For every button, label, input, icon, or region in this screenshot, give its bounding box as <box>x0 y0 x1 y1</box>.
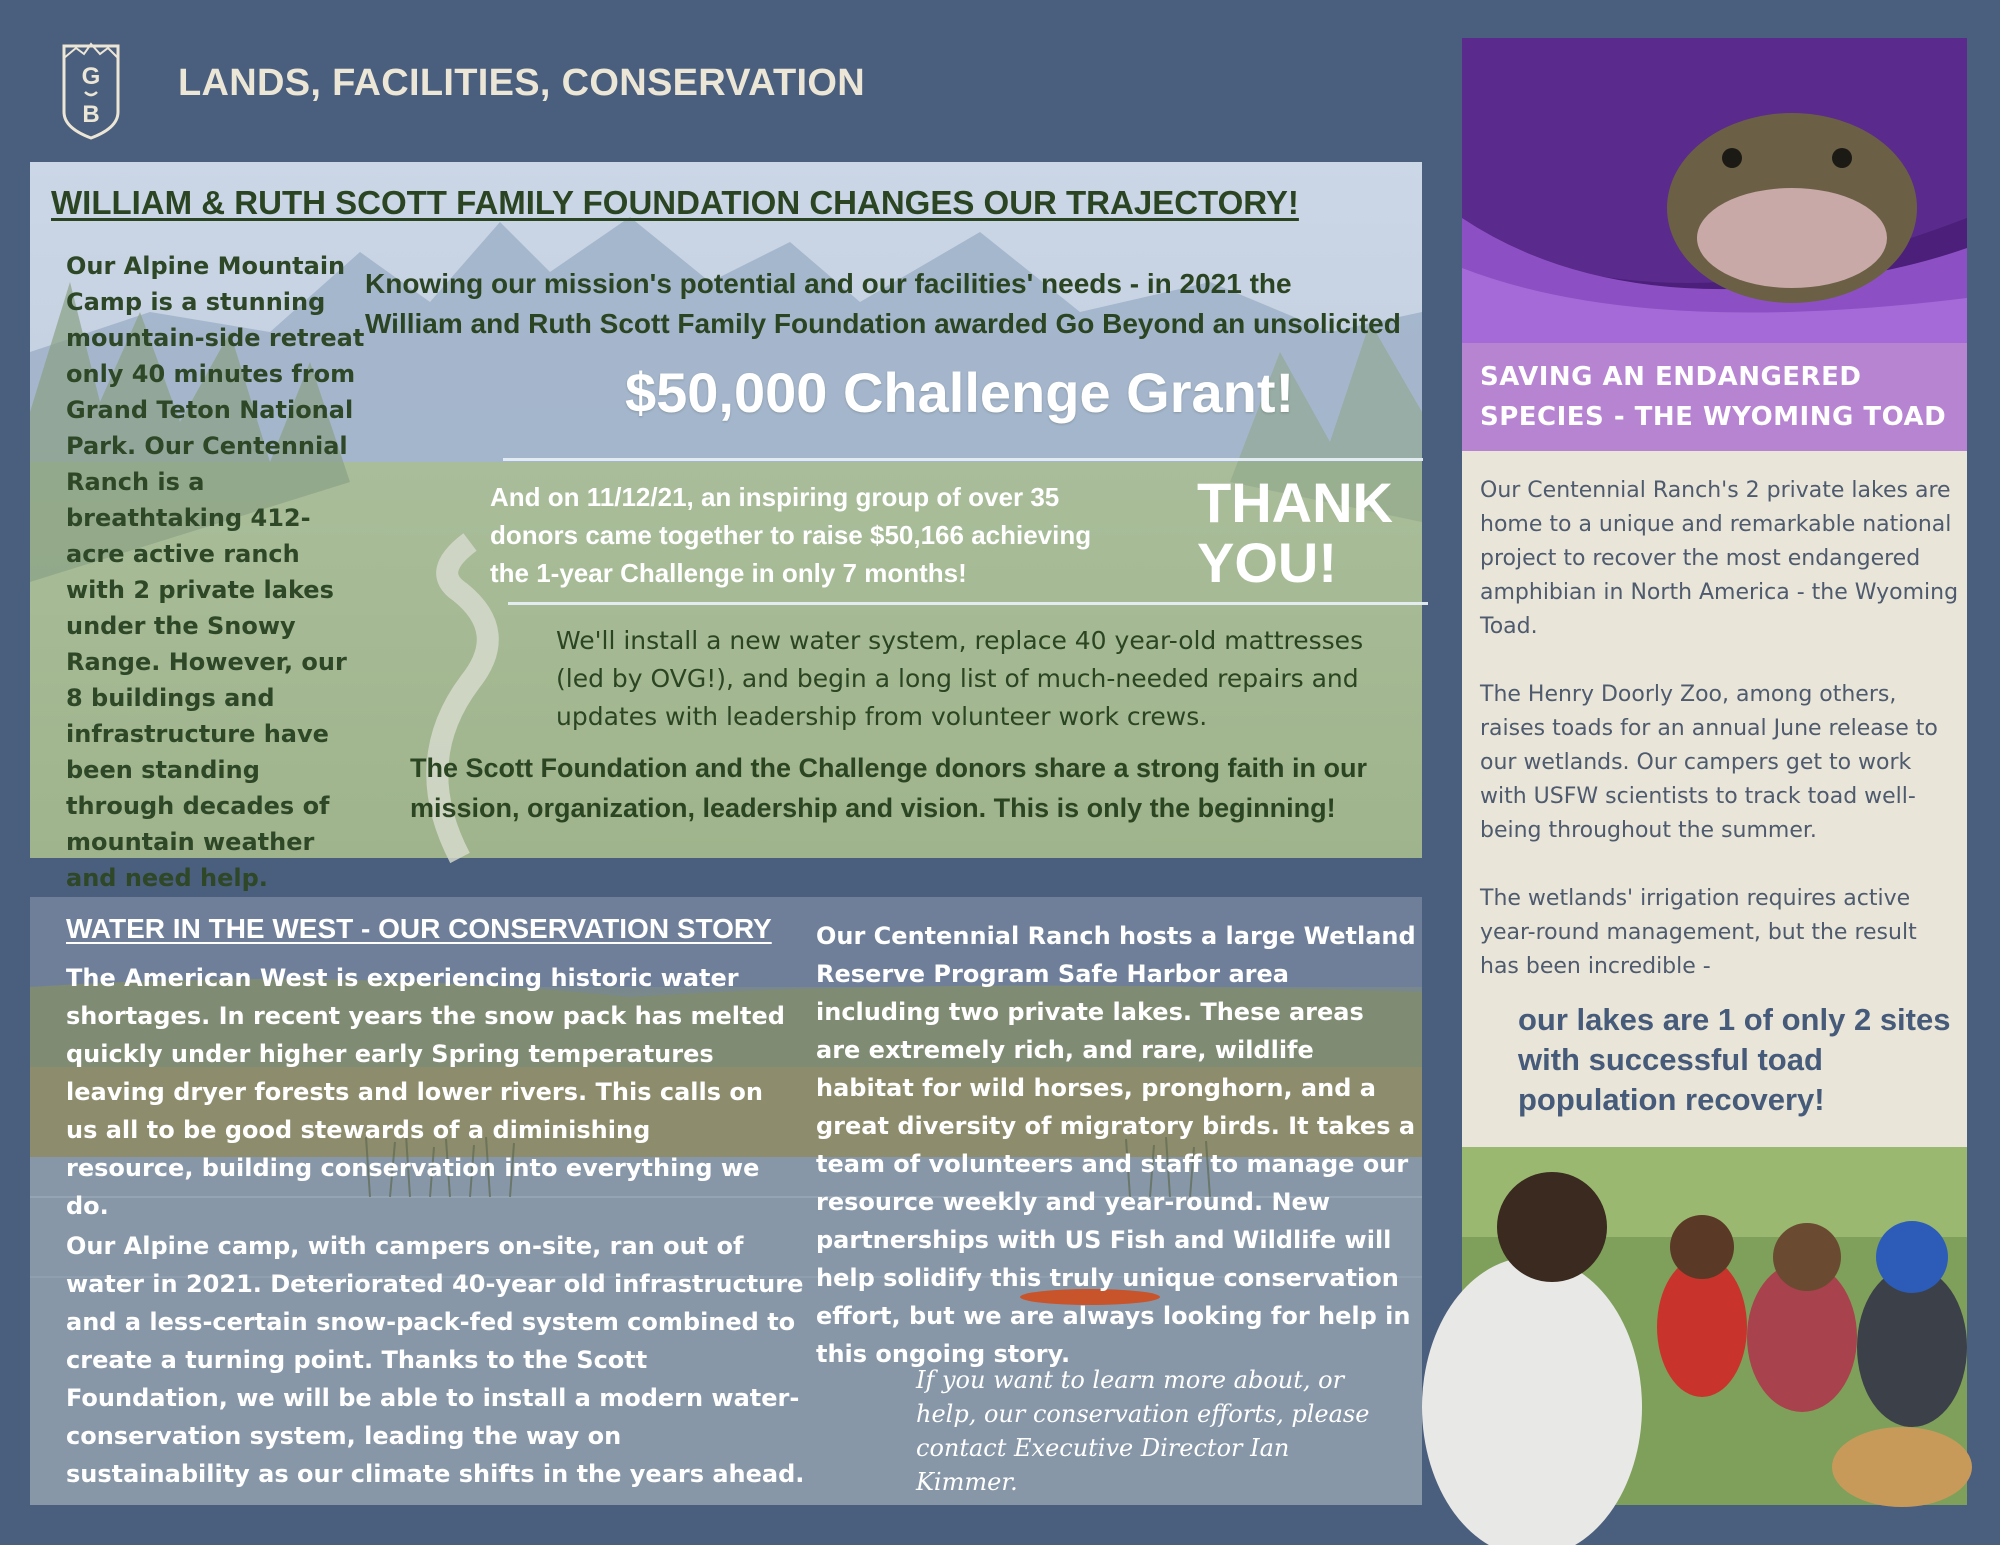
water-shortage-text: The American West is experiencing historic water shortages. In recent years the snow pack has melted quickly under higher early Spring temperatures leaving dryer forests and lower rivers. This calls on us all to be good stewards of a diminishing resource, building conservation into everything we do. <box>66 964 785 1220</box>
page-title: LANDS, FACILITIES, CONSERVATION <box>178 62 866 104</box>
alpine-water-text: Our Alpine camp, with campers on-site, ran out of water in 2021. Deteriorated 40-year old infrastructure and a less-certain snow-pack-fed system combined to create a turning point. Thanks to the Scott Foundation, we will be able to install a modern water-conservation system, leading the way on sustainability as our climate shifts in the years ahead. <box>66 1232 805 1488</box>
grant-intro-line-1: Knowing our mission's potential and our facilities' needs - in 2021 the <box>365 268 1292 299</box>
water-heading: WATER IN THE WEST - OUR CONSERVATION STORY <box>66 913 772 944</box>
divider-top <box>503 458 1423 461</box>
donors-text <box>490 478 1092 592</box>
faith-statement <box>410 748 1420 828</box>
toad-recovery-highlight: our lakes are 1 of only 2 sites with successful toad population recovery! <box>1518 1002 1951 1117</box>
donors-line-2: donors came together to raise $50,166 achieving <box>490 520 1092 550</box>
toad-heading: SAVING AN ENDANGERED SPECIES - THE WYOMING TOAD <box>1480 362 1947 432</box>
donors-line-3: the 1-year Challenge in only 7 months! <box>490 558 967 588</box>
toad-heading-band <box>1462 343 1967 451</box>
grant-intro-text <box>365 264 1415 344</box>
thank-you-text <box>1197 473 1417 593</box>
faith-line-2: mission, organization, leadership and vision. This is only the beginning! <box>410 793 1336 823</box>
toad-paragraph-3: The wetlands' irrigation requires active year-round management, but the result has been incredible - <box>1480 886 1917 979</box>
toad-paragraph-2: The Henry Doorly Zoo, among others, raises toads for an annual June release to our wetlands. Our campers get to work with USFW scientists to track toad well-being throughout the summer. <box>1480 682 1938 843</box>
go-beyond-logo-icon <box>56 38 126 140</box>
foundation-panel <box>30 162 1422 892</box>
wetland-reserve-text: Our Centennial Ranch hosts a large Wetland Reserve Program Safe Harbor area including two private lakes. These areas are extremely rich, and rare, wildlife habitat for wild horses, pronghorn, and a great diversity of migratory birds. It takes a team of volunteers and staff to manage our resource weekly and year-round. New partnerships with US Fish and Wildlife will help solidify this truly unique conservation effort, but we are always looking for help in this ongoing story. <box>816 922 1416 1368</box>
alpine-camp-text: Our Alpine Mountain Camp is a stunning mountain-side retreat only 40 minutes from Grand Teton National Park. Our Centennial Ranch is a breathtaking 412-acre active ranch with 2 private lakes under the Snowy Range. However, our 8 buildings and infrastructure have been standing through decades of mountain weather and need help. <box>66 252 365 892</box>
wyoming-toad-photo <box>1462 38 1967 343</box>
water-conservation-panel <box>30 897 1422 1505</box>
foundation-heading: WILLIAM & RUTH SCOTT FAMILY FOUNDATION CHANGES OUR TRAJECTORY! <box>51 184 1299 221</box>
toad-body-text <box>1480 474 1960 1018</box>
challenge-grant-amount: $50,000 Challenge Grant! <box>625 361 1295 424</box>
toad-paragraph-1: Our Centennial Ranch's 2 private lakes are home to a unique and remarkable national project to recover the most endangered amphibian in North America - the Wyoming Toad. <box>1480 478 1959 639</box>
logo-letter-g: G <box>81 63 101 90</box>
contact-text: If you want to learn more about, or help, our conservation efforts, please contact Executive Director Ian Kimmer. <box>916 1366 1370 1496</box>
grant-intro-line-2: William and Ruth Scott Family Foundation awarded Go Beyond an unsolicited <box>365 308 1401 339</box>
thank-you-line-2: YOU! <box>1197 531 1337 594</box>
toad-sidebar <box>1462 38 1967 1505</box>
logo-letter-b: B <box>82 101 100 128</box>
donors-line-1: And on 11/12/21, an inspiring group of over 35 <box>490 482 1060 512</box>
faith-line-1: The Scott Foundation and the Challenge donors share a strong faith in our <box>410 753 1368 783</box>
campers-with-toad-photo <box>1462 1147 1967 1505</box>
divider-bottom <box>508 602 1428 605</box>
install-plans-text: We'll install a new water system, replace 40 year-old mattresses (led by OVG!), and begin a long list of much-needed repairs and updates with leadership from volunteer work crews. <box>556 626 1364 731</box>
thank-you-line-1: THANK <box>1197 471 1393 534</box>
